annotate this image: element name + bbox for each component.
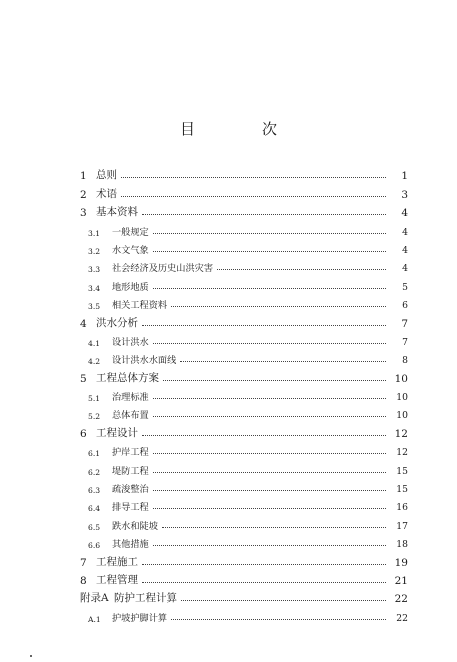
dot-leader [142,214,386,215]
toc-entry[interactable] [80,605,408,623]
toc-entry-page: 10 [396,392,408,404]
toc-entry-number: 6.6 [88,541,101,551]
toc-entry-label: 防护工程计算 [114,592,177,605]
toc-entry-page: 6 [402,300,408,312]
dot-leader [153,233,386,234]
toc-entry-label: 堤防工程 [112,465,149,477]
toc-entry-label: 一般规定 [112,226,149,238]
toc-entry[interactable] [80,219,408,237]
toc-entry[interactable] [80,532,408,550]
dot-leader [180,361,386,362]
toc-entry-label: 水文气象 [112,244,149,256]
dot-leader [121,177,386,178]
toc-entry-label: 治理标准 [112,392,149,404]
toc-entry-page: 1 [401,170,408,183]
dot-leader [171,619,386,620]
toc-entry-page: 15 [396,484,408,496]
toc-entry-label: 设计洪水水面线 [112,355,177,367]
toc-entry-page: 22 [396,612,408,624]
toc-entry-number: 7 [80,556,87,569]
toc-entry-label: 设计洪水 [112,336,149,348]
toc-entry-label: 跌水和陡坡 [112,520,158,532]
toc-entry[interactable] [80,495,408,513]
toc-entry-page: 10 [394,372,408,385]
dot-leader [142,435,386,436]
toc-entry-number: 3.3 [88,265,101,275]
toc-entry-page: 21 [394,574,408,587]
toc-entry-number: 5.1 [88,394,101,404]
toc-entry-number: 4.1 [88,338,101,348]
toc-entry-number: 4 [80,317,87,330]
toc-entry-number: 6 [80,427,87,440]
toc-entry[interactable] [80,513,408,531]
toc-entry[interactable] [80,293,408,311]
toc-entry-page: 10 [396,410,408,422]
toc-entry[interactable] [80,385,408,403]
toc-entry[interactable] [80,311,408,329]
toc-entry-page: 12 [396,447,408,459]
dot-leader [217,269,386,270]
toc-entry-number: 2 [80,188,87,201]
toc-entry-page: 12 [394,427,408,440]
toc-entry-number: 3.5 [88,302,101,312]
toc-entry-number: 1 [80,170,87,183]
toc-entry-page: 18 [396,539,408,551]
toc-entry-label: 疏浚整治 [112,484,149,496]
toc-entry-label: 工程总体方案 [96,371,159,384]
toc-entry[interactable] [80,440,408,458]
toc-entry-label: 排导工程 [112,502,149,514]
toc-entry-label: 洪水分析 [96,316,138,329]
toc-entry-number: 6.4 [88,504,101,514]
toc-entry-label: 社会经济及历史山洪灾害 [112,263,214,275]
toc-entry-label: 地形地质 [112,281,149,293]
dot-leader [153,416,386,417]
toc-entry[interactable] [80,201,408,219]
dot-leader [142,564,386,565]
toc-entry-number: 3 [80,207,87,220]
dot-leader [181,600,386,601]
toc-entry[interactable] [80,458,408,476]
toc-entry-page: 4 [402,226,408,238]
toc-entry[interactable] [80,182,408,200]
toc-entry-number: 附录A [80,592,109,605]
toc-entry-number: 4.2 [88,357,101,367]
toc-entry-number: 6.3 [88,486,101,496]
dot-leader [153,251,386,252]
toc-entry-label: 护岸工程 [112,447,149,459]
toc-entry-number: 3.1 [88,228,101,238]
toc-entry-label: 相关工程资料 [112,300,168,312]
dot-leader [153,472,386,473]
toc-entry-label: 总则 [96,169,117,182]
toc-entry-label: 总体布置 [112,410,149,422]
scan-speck [30,655,32,657]
toc-entry-page: 17 [396,520,408,532]
toc-entry-page: 19 [394,556,408,569]
dot-leader [153,288,386,289]
toc-entry[interactable] [80,403,408,421]
dot-leader [171,306,386,307]
dot-leader [153,490,386,491]
toc-entry-page: 16 [396,502,408,514]
toc-entry[interactable] [80,587,408,605]
toc-entry[interactable] [80,330,408,348]
dot-leader [142,582,386,583]
toc-entry-number: 8 [80,574,87,587]
toc-entry-page: 22 [394,593,408,606]
toc-entry-page: 7 [402,336,408,348]
dot-leader [121,196,386,197]
toc-entry-page: 8 [402,355,408,367]
dot-leader [153,545,386,546]
toc-entry[interactable] [80,274,408,292]
toc-entry-label: 护坡护脚计算 [112,612,168,624]
toc-entry-number: 6.1 [88,449,101,459]
toc-entry-label: 术语 [96,187,117,200]
dot-leader [153,343,386,344]
dot-leader [142,325,386,326]
toc-entry-number: 6.2 [88,467,101,477]
toc-entry[interactable] [80,348,408,366]
toc-entry-number: 3.4 [88,283,101,293]
toc-entry[interactable] [80,164,408,182]
toc-entry[interactable] [80,421,408,439]
toc-entry-label: 工程施工 [96,555,138,568]
dot-leader [153,508,386,509]
toc-entry-number: 5.2 [88,412,101,422]
toc-entry-label: 其他措施 [112,539,149,551]
toc-entry-number: 5 [80,372,87,385]
toc-entry[interactable] [80,477,408,495]
toc-entry[interactable] [80,569,408,587]
toc-entry-label: 工程管理 [96,573,138,586]
table-of-contents [80,164,408,624]
toc-entry-number: 3.2 [88,246,101,256]
toc-entry[interactable] [80,256,408,274]
dot-leader [153,398,386,399]
toc-entry-label: 工程设计 [96,426,138,439]
toc-entry[interactable] [80,550,408,568]
toc-entry[interactable] [80,238,408,256]
toc-entry-number: A.1 [88,614,101,624]
toc-entry-page: 4 [402,244,408,256]
toc-entry-page: 7 [401,317,408,330]
dot-leader [162,527,386,528]
toc-entry-page: 3 [401,188,408,201]
toc-entry-page: 4 [402,263,408,275]
toc-entry-number: 6.5 [88,522,101,532]
toc-entry-page: 15 [396,465,408,477]
toc-entry[interactable] [80,366,408,384]
toc-entry-page: 4 [401,207,408,220]
dot-leader [163,380,386,381]
toc-title: 目 次 [179,120,303,138]
dot-leader [153,453,386,454]
toc-entry-label: 基本资料 [96,206,138,219]
toc-entry-page: 5 [402,281,408,293]
